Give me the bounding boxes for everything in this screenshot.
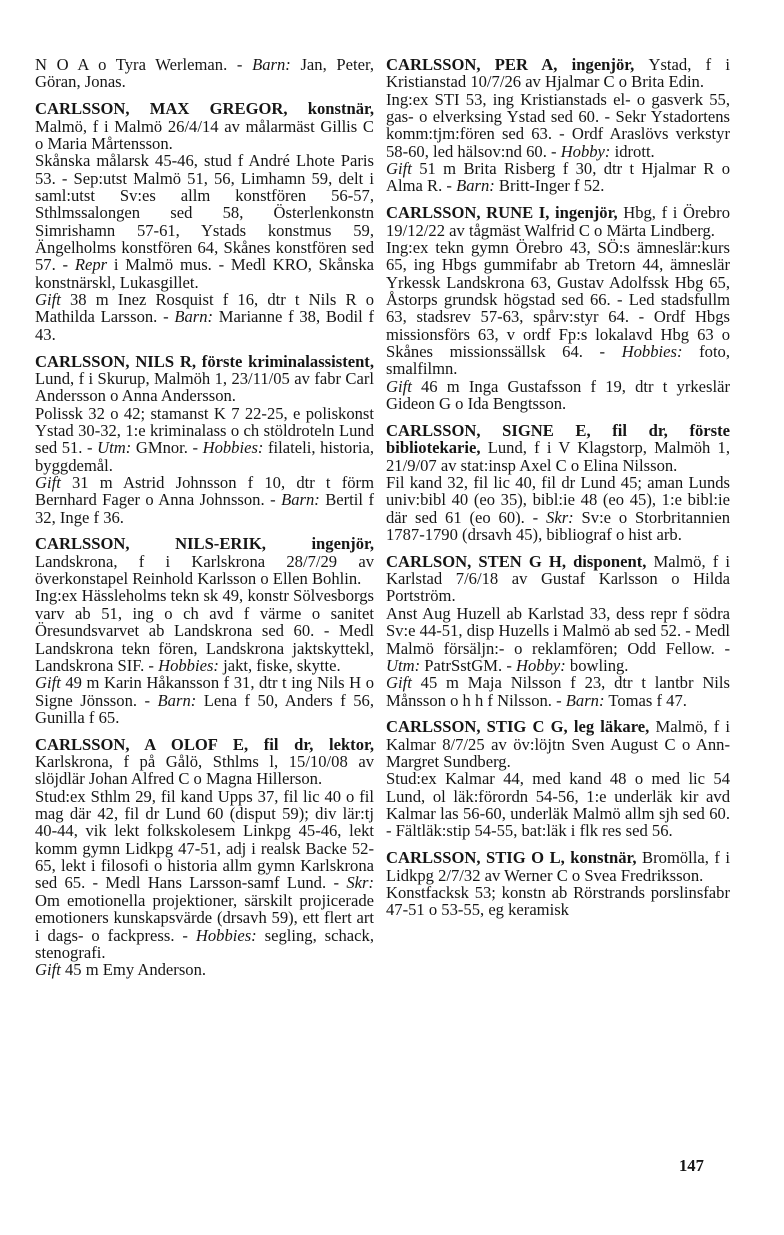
entry-heading: CARLSSON, MAX GREGOR, konstnär, [35,99,374,119]
entry-heading: CARLSSON, NILS R, förste kriminalassistent, [35,351,374,371]
entry-heading: CARLSON, STEN G H, disponent, [386,551,654,571]
entry-text: Stud:ex Sthlm 29, fil kand Upps 37, fil lic 40 o fil mag där 42, fil dr Lund 60 (disput 59); div lär:tj 40-44, vik lekt folkskolesem Linkpg 45-46, lekt komm gymn Lidkpg 47-51, adj i realsk Backe 52-65, lekt i filosofi o historia allm gymn Karlskrona sed 65. - Medl Hans Larsson-samf Lund. - Skr: Om emotionella projektioner, särskilt projicerade emotioners kunskapsvärde (drsavh 59), ett flert art i dags- o fackpress. - Hobbies: segling, schack, stenografi. [35,786,374,962]
entry-family: Gift 45 m Emy Anderson. [35,960,207,980]
entry-heading: CARLSSON, PER A, ingenjör, [386,55,649,74]
entry-heading: CARLSSON, SIGNE E, fil dr, förste bibliotekarie, [386,420,730,458]
entry-text: Karlskrona, f på Gålö, Sthlms l, 15/10/08 av slöjdlär Johan Alfred C o Magna Hillerson. [35,752,374,789]
left-column [35,56,374,988]
entry-text: Bromölla, f i Lidkpg 2/7/32 av Werner C o Svea Fredriksson. [386,848,731,885]
entry-text: Lund, f i Skurup, Malmöh 1, 23/11/05 av fabr Carl Andersson o Anna Andersson. [35,368,374,406]
entry-family: Gift 45 m Maja Nilsson f 23, dtr t lantbr Nils Månsson o h h f Nilsson. - Barn: Tomas f 47. [386,673,730,710]
entry-text: Ing:ex Hässleholms tekn sk 49, konstr Sölvesborgs varv ab 51, ing o ch avd f värme o sanitet Öresundsvarvet ab Landskrona sed 60. - Medl Landskrona tekn fören, Landskrona jaktskyttekl, Landskrona SIF. - Hobbies: jakt, fiske, skytte. [35,586,374,675]
entry-heading: CARLSSON, STIG O L, konstnär, [386,848,643,868]
entry-family: Gift 38 m Inez Rosquist f 16, dtr t Nils R o Mathilda Larsson. - Barn: Marianne f 38, Bodil f 43. [35,289,374,344]
entry-text: Ing:ex STI 53, ing Kristianstads el- o gasverk 55, gas- o elverksing Ystad sed 60. - Sekr Ystadortens komm:tjm:fören sed 63. - Ordf Araslövs verkstyr 58-60, led hälsov:nd 60. - Hobby: idrott. [386,89,730,161]
entry-text: Landskrona, f i Karlskrona 28/7/29 av överkonstapel Reinhold Karlsson o Ellen Bohlin. [35,551,374,589]
entry-nils-erik [35,535,374,726]
entry-text: Konstfacksk 53; konstn ab Rörstrands porslinsfabr 47-51 o 53-55, eg keramisk [386,882,730,920]
entry-text: Stud:ex Kalmar 44, med kand 48 o med lic 54 Lund, ol läk:förordn 54-56, 1:e underläk kir avd Kalmar las 56-60, underläk Malmö allm sjh sed 60. - Fältläk:stip 54-55, bat:läk i flk res sed 56. [386,769,730,841]
entry-text: Malmö, f i Malmö 26/4/14 av målarmäst Gillis C o Maria Mårtensson. [35,116,374,153]
page-number: 147 [679,1156,704,1175]
entry-per-a [386,56,730,195]
entry-nils-r [35,353,374,526]
entry-text: Polissk 32 o 42; stamanst K 7 22-25, e poliskonst Ystad 30-32, 1:e kriminalass o ch stöldroteln Lund sed 51. - Utm: GMnor. - Hobbies: filateli, historia, byggdemål. [35,403,374,475]
entry-text: N O A o Tyra Werleman. - Barn: Jan, Peter, Göran, Jonas. [35,55,374,92]
entry-text: Malmö, f i Kalmar 8/7/25 av öv:löjtn Sven August C o Ann-Margret Sundberg. [386,717,731,772]
entry-stig-o-l [386,849,730,918]
right-column [386,56,730,928]
entry-text: Lund, f i V Klagstorp, Malmöh 1, 21/9/07 av stat:insp Axel C o Elina Nilsson. [386,438,731,475]
entry-heading: CARLSSON, STIG C G, leg läkare, [386,717,656,737]
entry-family: Gift 31 m Astrid Johnsson f 10, dtr t förm Bernhard Fager o Anna Johnsson. - Barn: Bertil f 32, Inge f 36. [35,472,374,527]
entry-signe-e [386,422,730,543]
entry-heading: CARLSSON, NILS-ERIK, ingenjör, [35,534,374,554]
entry-family: Gift 51 m Brita Risberg f 30, dtr t Hjalmar R o Alma R. - Barn: Britt-Inger f 52. [386,159,730,196]
entry-a-olof [35,736,374,979]
entry-text: Ing:ex tekn gymn Örebro 43, SÖ:s ämneslär:kurs 65, ing Hbgs gummifabr ab Tretorn 44, ämneslär Yrkessk Landskrona 63, Gustav Adolfssk Hbg 65, Åstorps grundsk högstad sed 66. - Led stadsfullm 63, stadsrev 57-63, spårv:styr 64. - Ordf Hbgs missionsförs 63, v ordf Fp:s lokalavd Hbg 63 o Skånes missionssällsk 64. - Hobbies: foto, smalfilmn. [386,237,730,379]
entry-stig-c-g [386,718,730,839]
entry-text: Ystad, f i Kristianstad 10/7/26 av Hjalmar C o Brita Edin. [386,55,730,92]
entry-text: Fil kand 32, fil lic 40, fil dr Lund 45; aman Lunds univ:bibl 40 (eo 35), bibl:ie 48 (eo 45), 1:e bibl:ie där sed 61 (eo 60). - Skr: Sv:e o Storbritannien 1787-1790 (drsavh 45), bibliograf o hist arb. [386,472,730,544]
entry-text: Skånska målarsk 45-46, stud f André Lhote Paris 53. - Sep:utst Malmö 51, 56, Limhamn 59, delt i saml:utst Sv:es allm konstfören 56-57, Sthlmssalongen sed 58, Österlenkonstn Simrishamn 57-61, Ystads konstmus 59, Ängelholms konstfören 64, Skånes konstfören sed 57. - Repr i Malmö mus. - Medl KRO, Skånska konstnärskl, Lukasgillet. [35,151,374,292]
entry-heading: CARLSSON, RUNE I, ingenjör, [386,203,624,223]
entry-text: Anst Aug Huzell ab Karlstad 33, dess repr f södra Sv:e 44-51, disp Huzells i Malmö ab sed 52. - Medl Malmö försäljn:- o reklamfören; Odd Fellow. - Utm: PatrSstGM. - Hobby: bowling. [386,603,730,675]
entry-heading: CARLSSON, A OLOF E, fil dr, lektor, [35,734,374,754]
entry-family: Gift 46 m Inga Gustafsson f 19, dtr t yrkeslär Gideon G o Ida Bengtsson. [386,376,730,414]
entry-sten-g-h [386,553,730,709]
entry-continuation [35,56,374,91]
entry-text: Malmö, f i Karlstad 7/6/18 av Gustaf Karlsson o Hilda Portström. [386,551,730,606]
entry-family: Gift 49 m Karin Håkansson f 31, dtr t ing Nils H o Signe Jönsson. - Barn: Lena f 50, Anders f 56, Gunilla f 65. [35,673,374,727]
entry-text: Hbg, f i Örebro 19/12/22 av tågmäst Walfrid C o Märta Lindberg. [386,203,730,240]
entry-rune-i [386,204,730,412]
entry-max-gregor [35,100,374,343]
